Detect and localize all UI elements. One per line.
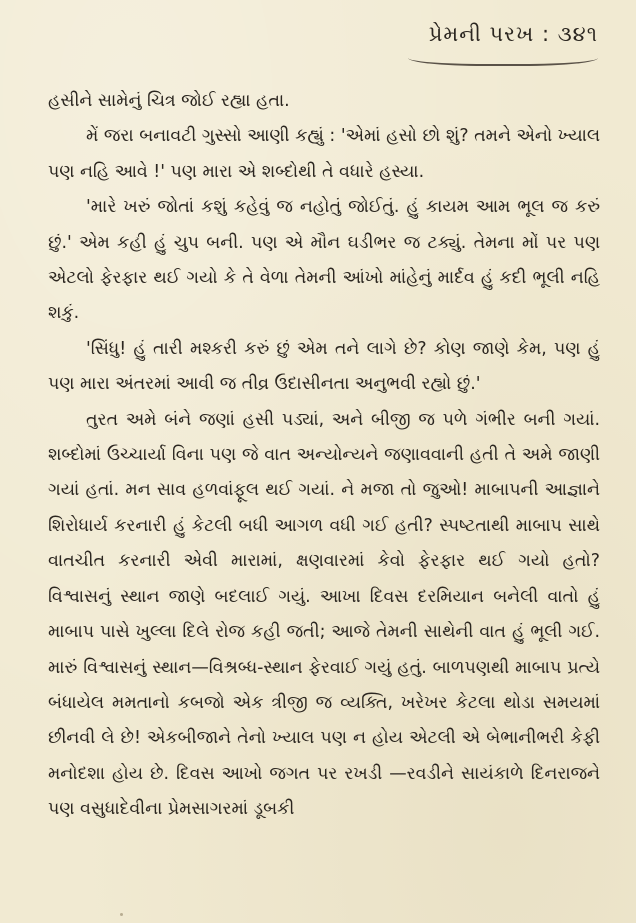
- header-underline: [408, 58, 598, 66]
- paragraph: 'સિંધુ! હું તારી મશ્કરી કરું છું એમ તને લાગે છે? કોણ જાણે કેમ, પણ હું પણ મારા અંતરમાં આવી જ તીવ્ર ઉદાસીનતા અનુભવી રહ્યો છું.': [48, 338, 600, 395]
- paragraph: તુરત અમે બંને જણાં હસી પડ્યાં, અને બીજી જ પળે ગંભીર બની ગયાં. શબ્દોમાં ઉચ્ચાર્યા વિના પણ જે વાત અન્યોન્યને જણાવવાની હતી તે અમે જાણી ગયાં હતાં. મન સાવ હળવાંફૂલ થઈ ગયાં. ને મજા તો જુઓ! માબાપની આજ્ઞાને શિરોધાર્ય કરનારી હું કેટલી બધી આગળ વધી ગઈ હતી? સ્પષ્ટતાથી માબાપ સાથે વાતચીત કરનારી એવી મારામાં, ક્ષણવારમાં કેવો ફેરફાર થઈ ગયો હતો? વિશ્વાસનું સ્થાન જાણે બદલાઈ ગયું. આખા દિવસ દરમિયાન બનેલી વાતો હું માબાપ પાસે ખુલ્લા દિલે રોજ કહી જતી; આજે તેમની સાથેની વાત હું ભૂલી ગઈ. મારું વિશ્વાસનું સ્થાન—વિશ્રબ્ધ-સ્થાન ફેરવાઈ ગયું હતું. બાળપણથી માબાપ પ્રત્યે બંધાયેલ મમતાનો કબજો એક ત્રીજી જ વ્યક્તિ, ખરેખર કેટલા થોડા સમયમાં છીનવી લે છે! એકબીજાને તેનો ખ્યાલ પણ ન હોય એટલી એ બેભાનીભરી કેફી મનોદશા હોય છે. દિવસ આખો જગત પર રખડી —રવડીને સાયંકાળે દિનરાજને પણ વસુધાદેવીના પ્રેમસાગરમાં ડૂબકી: [48, 409, 600, 820]
- paragraph: 'મારે ખરું જોતાં કશું કહેવું જ નહોતું જોઈતું. હું કાયમ આમ ભૂલ જ કરું છું.' એમ કહી હું ચુપ બની. પણ એ મૌન ઘડીભર જ ટક્યું. તેમના મોં પર પણ એટલો ફેરફાર થઈ ગયો કે તે વેળા તેમની આંખો માંહેનું માર્દવ હું કદી ભૂલી નહિ શકું.: [48, 197, 600, 324]
- body-text: [48, 84, 600, 828]
- paragraph: મેં જરા બનાવટી ગુસ્સો આણી કહ્યું : 'એમાં હસો છો શું? તમને એનો ખ્યાલ પણ નહિ આવે !' પણ મારા એ શબ્દોથી તે વધારે હસ્યા.: [48, 126, 600, 182]
- paper-speck: [120, 913, 123, 916]
- running-head: પ્રેમની પરખ : ૩૪૧: [428, 22, 598, 46]
- paragraph: હસીને સામેનું ચિત્ર જોઈ રહ્યા હતા.: [48, 91, 290, 111]
